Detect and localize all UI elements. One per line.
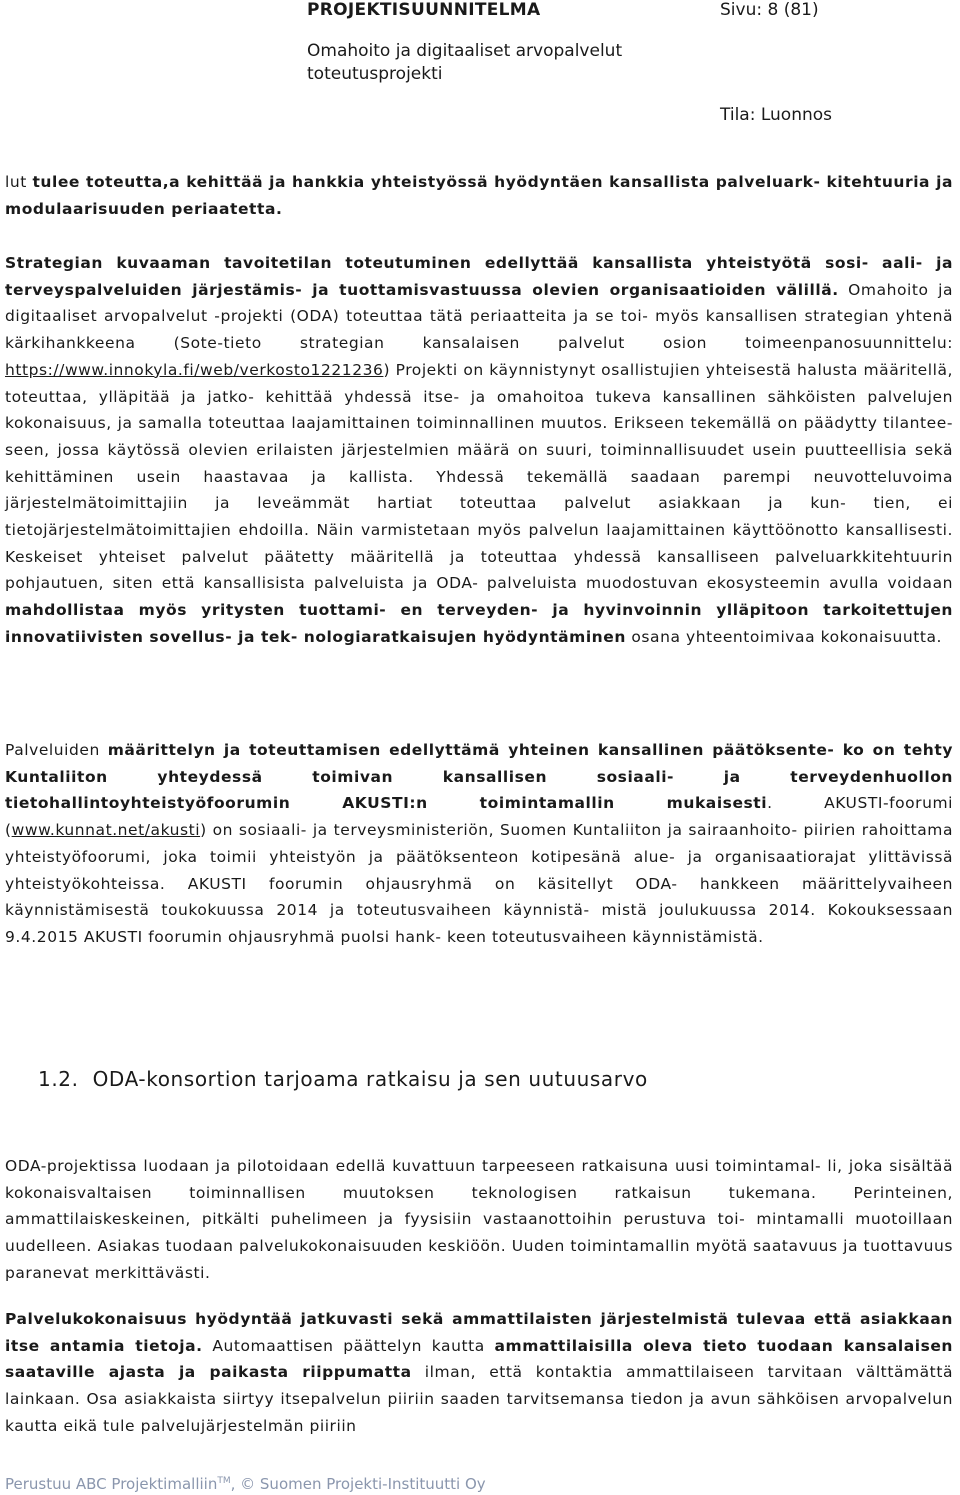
p2-bold-2: mahdollistaa myös yritysten tuottami- en terveyden- ja hyvinvoinnin ylläpitoon tarkoitettujen innovatiivisten sovellus- ja tek- nologiaratkaisujen hyödyntäminen	[5, 601, 953, 646]
trademark: TM	[217, 1476, 231, 1486]
p5-text-1: Automaattisen päättelyn kautta	[202, 1336, 495, 1355]
document-status: Tila: Luonnos	[720, 105, 833, 125]
project-name: Omahoito ja digitaaliset arvopalvelut	[307, 41, 623, 61]
paragraph-5	[5, 1306, 953, 1440]
page-number: Sivu: 8 (81)	[720, 0, 819, 20]
p4-text: ODA-projektissa luodaan ja pilotoidaan edellä kuvattuun tarpeeseen ratkaisuna uusi toimintamal- li, joka sisältää kokonaisvaltaisen toiminnallisen muutoksen teknologisen ratkaisun tukemana. Perinteinen, ammattilaiskeskeinen, pitkälti puhelimeen ja fyysisiin vastaanottoihin perustuva toi- mintamalli muotoillaan uudelleen. Asiakas tuodaan palvelukokonaisuuden keskiöön. Uuden toimintamallin myötä saatavuus ja tuottavuus paranevat merkittävästi.	[5, 1157, 953, 1282]
p2-text-2: ) Projekti on käynnistynyt osallistujien yhteisestä halusta määritellä, toteuttaa, ylläpitää ja jatko- kehittää yhdessä itse- ja omahoitoa tukeva kansallinen sähköisten palvelujen kokonaisuus, ja samalla toteuttaa laajamittainen toiminnallinen muutos. Erikseen tekemällä on päädytty tilantee- seen, jossa käytössä olevien erilaisten järjestelmien määrä on suuri, toiminnallisuudet usein puutteellisia sekä kehittäminen usein haastavaa ja kallista. Yhdessä tekemällä saadaan parempi neuvotteluvoima järjestelmätoimittajiin ja leveämmät hartiat toteuttaa palvelut asiakkaan ja kun- tien, ei tietojärjestelmätoimittajien ehdoilla. Näin varmistetaan myös palvelun laajamittainen käyttöönotto kansallisesti. Keskeiset yhteiset palvelut päätetty määritellä ja toteuttaa yhdessä kansalliseen palveluarkkitehtuurin pohjautuen, siten että kansallisista palveluista ja ODA- palveluista muodostuvan ekosysteemin avulla voidaan	[5, 360, 953, 593]
section-title: ODA-konsortion tarjoama ratkaisu ja sen uutuusarvo	[92, 1067, 648, 1091]
document-title: PROJEKTISUUNNITELMA	[307, 0, 541, 20]
p1-bold-1: tulee toteutta,a kehittää ja hankkia yhteistyössä hyödyntäen kansallista palveluark- kitehtuuria ja modulaarisuuden periaatetta.	[5, 173, 953, 218]
p5-bold-1: Palvelukokonaisuus hyödyntää jatkuvasti sekä ammattilaisten järjestelmistä tulevaa että asiakkaan itse antamia tietoja.	[5, 1310, 953, 1355]
p3-text-2: . AKUSTI-foorumi (	[5, 794, 953, 840]
paragraph-4	[5, 1153, 953, 1287]
p2-bold-1: Strategian kuvaaman tavoitetilan toteutuminen edellyttää kansallista yhteistyötä sosi- aali- ja terveyspalveluiden järjestämis- ja tuottamisvastuussa olevien organisaatioiden välillä.	[5, 254, 953, 299]
p3-text-3: ) on sosiaali- ja terveysministeriön, Suomen Kuntaliiton ja sairaanhoito- piirien rahoittama yhteistyöfoorumi, joka toimii yhteistyön ja päätöksenteon kotipesänä alue- ja organisaatiorajat ylittävissä yhteistyökohteissa. AKUSTI foorumin ohjausryhmä on käsitellyt ODA- hankkeen määrittelyvaiheen käynnistämisestä toukokuussa 2014 ja toteutusvaiheen käynnistä- mistä joulukuussa 2014. Kokouksessaan 9.4.2015 AKUSTI foorumin ohjausryhmä puolsi hank- keen toteutusvaiheen käynnistämistä.	[5, 821, 953, 946]
section-heading	[38, 1065, 648, 1093]
section-number: 1.2.	[38, 1067, 79, 1091]
paragraph-3	[5, 737, 953, 951]
footer	[5, 1470, 486, 1495]
p2-text-3: osana yhteentoimivaa kokonaisuutta.	[625, 627, 943, 646]
kunnat-link[interactable]: www.kunnat.net/akusti	[11, 821, 201, 840]
p5-bold-2: ammattilaisilla oleva tieto tuodaan kansalaisen saataville ajasta ja paikasta riippumatta	[5, 1336, 953, 1382]
footer-text-1: Perustuu ABC Projektimalliin	[5, 1475, 218, 1493]
p2-text-1: Omahoito ja digitaaliset arvopalvelut -projekti (ODA) toteuttaa tätä periaatteita ja se toi- myös kansallisen strategian yhtenä kärkihankkeena (Sote-tieto strategian kansalaisen palvelut osion toimeenpanosuunnittelu:	[5, 280, 953, 353]
p1-text-1: lut	[5, 173, 33, 191]
project-type: toteutusprojekti	[307, 64, 443, 84]
p5-text-2: ilman, että kontaktia ammattilaiseen tarvitaan välttämättä lainkaan. Osa asiakkaista siirtyy itsepalvelun piiriin saaden tarvitsemansa tiedon ja avun sähköisen arvopalvelun kautta eikä tule palvelujärjestelmän piiriin	[5, 1363, 953, 1435]
paragraph-2	[5, 250, 953, 651]
innokyla-link[interactable]: https://www.innokyla.fi/web/verkosto1221236	[5, 360, 384, 379]
footer-text-2: , © Suomen Projekti-Instituutti Oy	[230, 1475, 486, 1493]
paragraph-1	[5, 169, 953, 222]
p3-bold-1: määrittelyn ja toteuttamisen edellyttämä yhteinen kansallinen päätöksente- ko on tehty Kuntaliiton yhteydessä toimivan kansallisen sosiaali- ja terveydenhuollon tietohallintoyhteistyöfoorumin AKUSTI:n toimintamallin mukaisesti	[5, 741, 954, 813]
p3-text-1: Palveluiden	[5, 741, 108, 759]
